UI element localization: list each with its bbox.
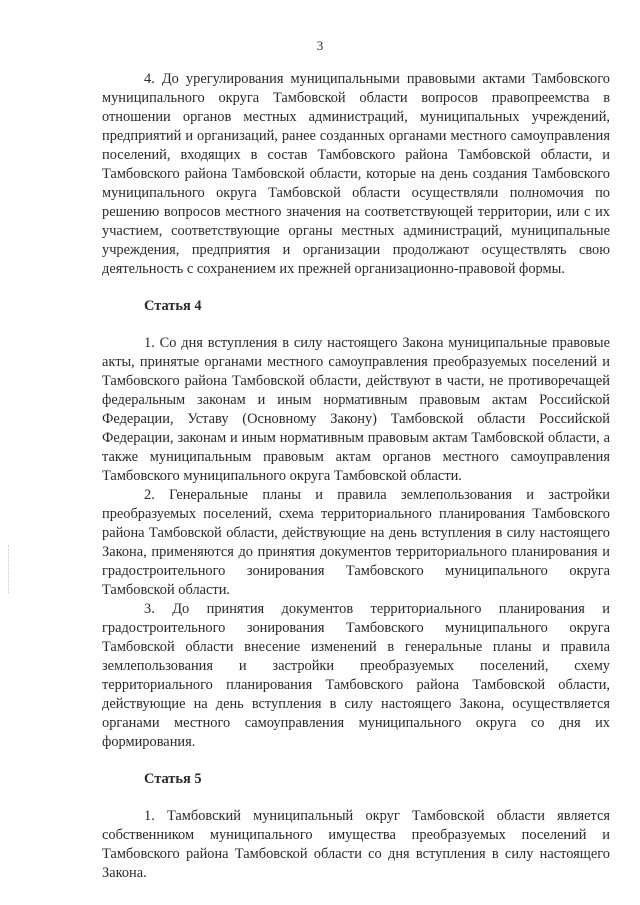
- scan-margin-mark: [8, 545, 12, 593]
- paragraph: 4. До урегулирования муниципальными правовыми актами Тамбовского муниципального округа Тамбовской области вопросов правопреемства в отношении органов местных администраций, муниципальных учреждений, предприятий и организаций, ранее созданных органами местного самоуправления поселений, входящих в состав Тамбовского района Тамбовской области, и Тамбовского района Тамбовской области, которые на день создания Тамбовского муниципального округа Тамбовской области осуществляли полномочия по решению вопросов местного значения на соответствующей территории, или с их участием, соответствующие органы местных администраций, муниципальные учреждения, предприятия и организации продолжают осуществлять свою деятельность с сохранением их прежней организационно-правовой формы.: [102, 71, 610, 277]
- section-continuation: [102, 70, 610, 279]
- paragraph: 2. Генеральные планы и правила землепользования и застройки преобразуемых поселений, схема территориального планирования Тамбовского района Тамбовской области, действующие на день вступления в силу настоящего Закона, применяются до принятия документов территориального планирования и градостроительного зонирования Тамбовского муниципального округа Тамбовской области.: [102, 487, 610, 598]
- article-heading: Статья 5: [144, 771, 202, 787]
- page-number: 3: [316, 38, 324, 53]
- document-body: [102, 70, 610, 883]
- paragraph: 3. До принятия документов территориального планирования и градостроительного зонирования Тамбовского муниципального округа Тамбовской области внесение изменений в генеральные планы и правила землепользования и застройки преобразуемых поселений, схему территориального планирования Тамбовского района Тамбовской области, действующие на день вступления в силу настоящего Закона, осуществляется органами местного самоуправления муниципального округа со дня их формирования.: [102, 601, 610, 750]
- paragraph: 1. Тамбовский муниципальный округ Тамбовской области является собственником муниципального имущества преобразуемых поселений и Тамбовского района Тамбовской области со дня вступления в силу настоящего Закона.: [102, 808, 610, 881]
- paragraph: 1. Со дня вступления в силу настоящего Закона муниципальные правовые акты, принятые органами местного самоуправления преобразуемых поселений и Тамбовского района Тамбовской области, действуют в части, не противоречащей федеральным законам и иным нормативным правовым актам Российской Федерации, Уставу (Основному Закону) Тамбовской области Российской Федерации, законам и иным нормативным правовым актам Тамбовской области, а также муниципальным правовым актам органов местного самоуправления Тамбовского муниципального округа Тамбовской области.: [102, 335, 610, 484]
- section-article-5: [102, 770, 610, 883]
- section-article-4: [102, 297, 610, 752]
- article-heading: Статья 4: [144, 298, 202, 314]
